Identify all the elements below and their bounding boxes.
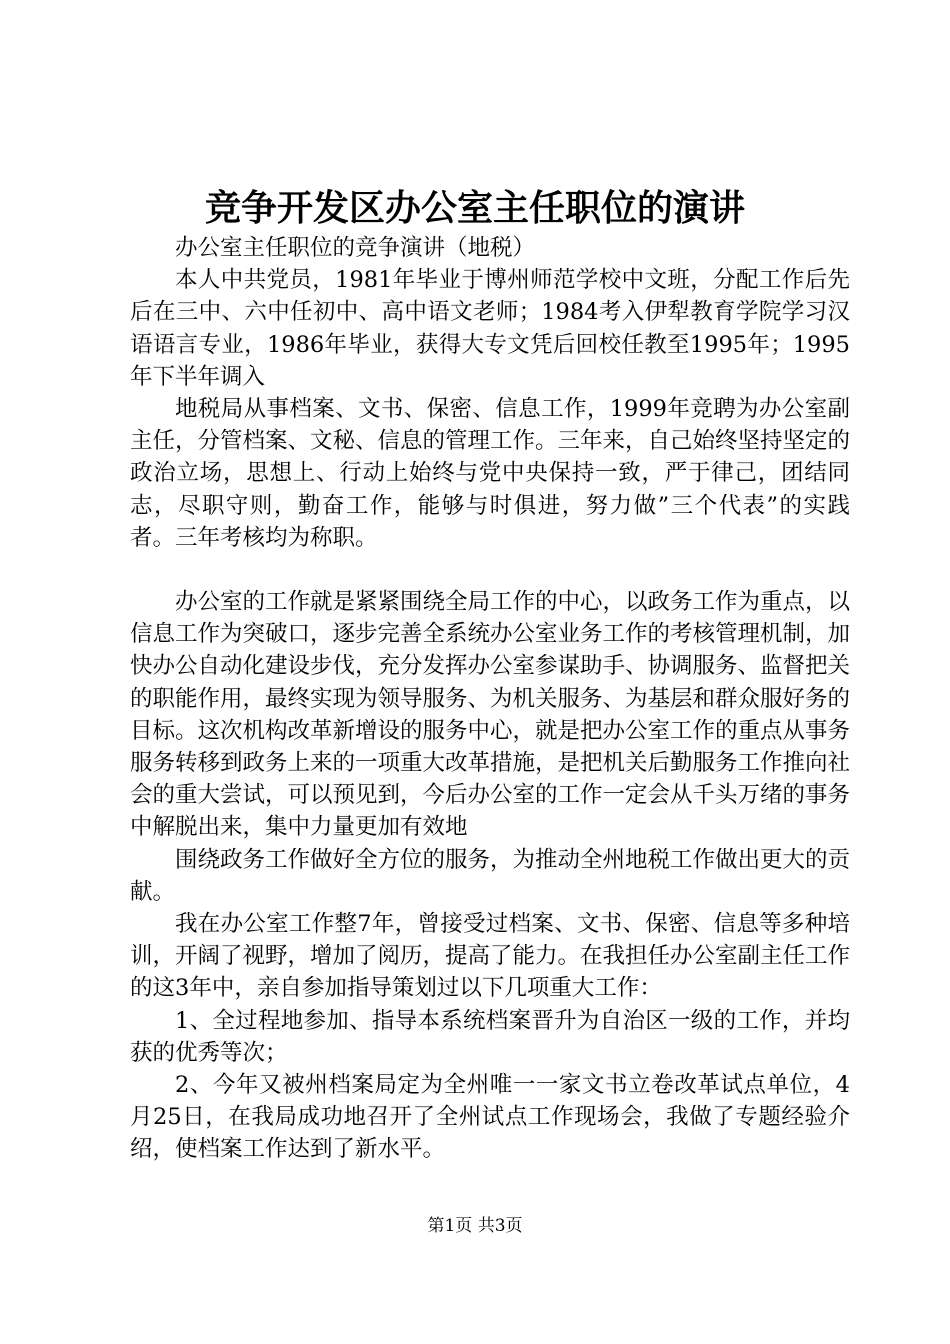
paragraph-item-1: 1、全过程地参加、指导本系统档案晋升为自治区一级的工作，并均获的优秀等次； — [130, 1007, 850, 1066]
paragraph-item-2: 2、今年又被州档案局定为全州唯一一家文书立卷改革试点单位，4月25日，在我局成功地召开了全州试点工作现场会，我做了专题经验介绍，使档案工作达到了新水平。 — [130, 1072, 850, 1163]
document-body — [130, 232, 850, 1166]
paragraph-background: 本人中共党员，1981年毕业于博州师范学校中文班，分配工作后先后在三中、六中任初中、高中语文老师；1984考入伊犁教育学院学习汉语语言专业，1986年毕业，获得大专文凭后回校任教至1995年；1995年下半年调入 — [130, 267, 850, 390]
paragraph-subtitle: 办公室主任职位的竞争演讲（地税） — [175, 235, 536, 261]
document-title: 竞争开发区办公室主任职位的演讲 — [204, 187, 745, 229]
paragraph-experience: 我在办公室工作整7年，曾接受过档案、文书、保密、信息等多种培训，开阔了视野，增加了阅历，提高了能力。在我担任办公室副主任工作的这3年中，亲自参加指导策划过以下几项重大工作： — [130, 911, 851, 1002]
paragraph-office-work: 办公室的工作就是紧紧围绕全局工作的中心，以政务工作为重点，以信息工作为突破口，逐步完善全系统办公室业务工作的考核管理机制，加快办公自动化建设步伐，充分发挥办公室参谋助手、协调服务、监督把关的职能作用，最终实现为领导服务、为机关服务、为基层和群众服好务的目标。这次机构改革新增设的服务中心，就是把办公室工作的重点从事务服务转移到政务上来的一项重大改革措施，是把机关后勤服务工作推向社会的重大尝试，可以预见到，今后办公室的工作一定会从千头万绪的事务中解脱出来，集中力量更加有效地 — [130, 589, 851, 841]
paragraph-service: 围绕政务工作做好全方位的服务，为推动全州地税工作做出更大的贡献。 — [130, 846, 851, 905]
page-footer: 第1页 共3页 — [427, 1216, 523, 1236]
paragraph-tax-bureau: 地税局从事档案、文书、保密、信息工作，1999年竞聘为办公室副主任，分管档案、文秘、信息的管理工作。三年来，自己始终坚持坚定的政治立场，思想上、行动上始终与党中央保持一致，严于律己，团结同志，尽职守则，勤奋工作，能够与时俱进，努力做”三个代表”的实践者。三年考核均为称职。 — [130, 396, 851, 551]
